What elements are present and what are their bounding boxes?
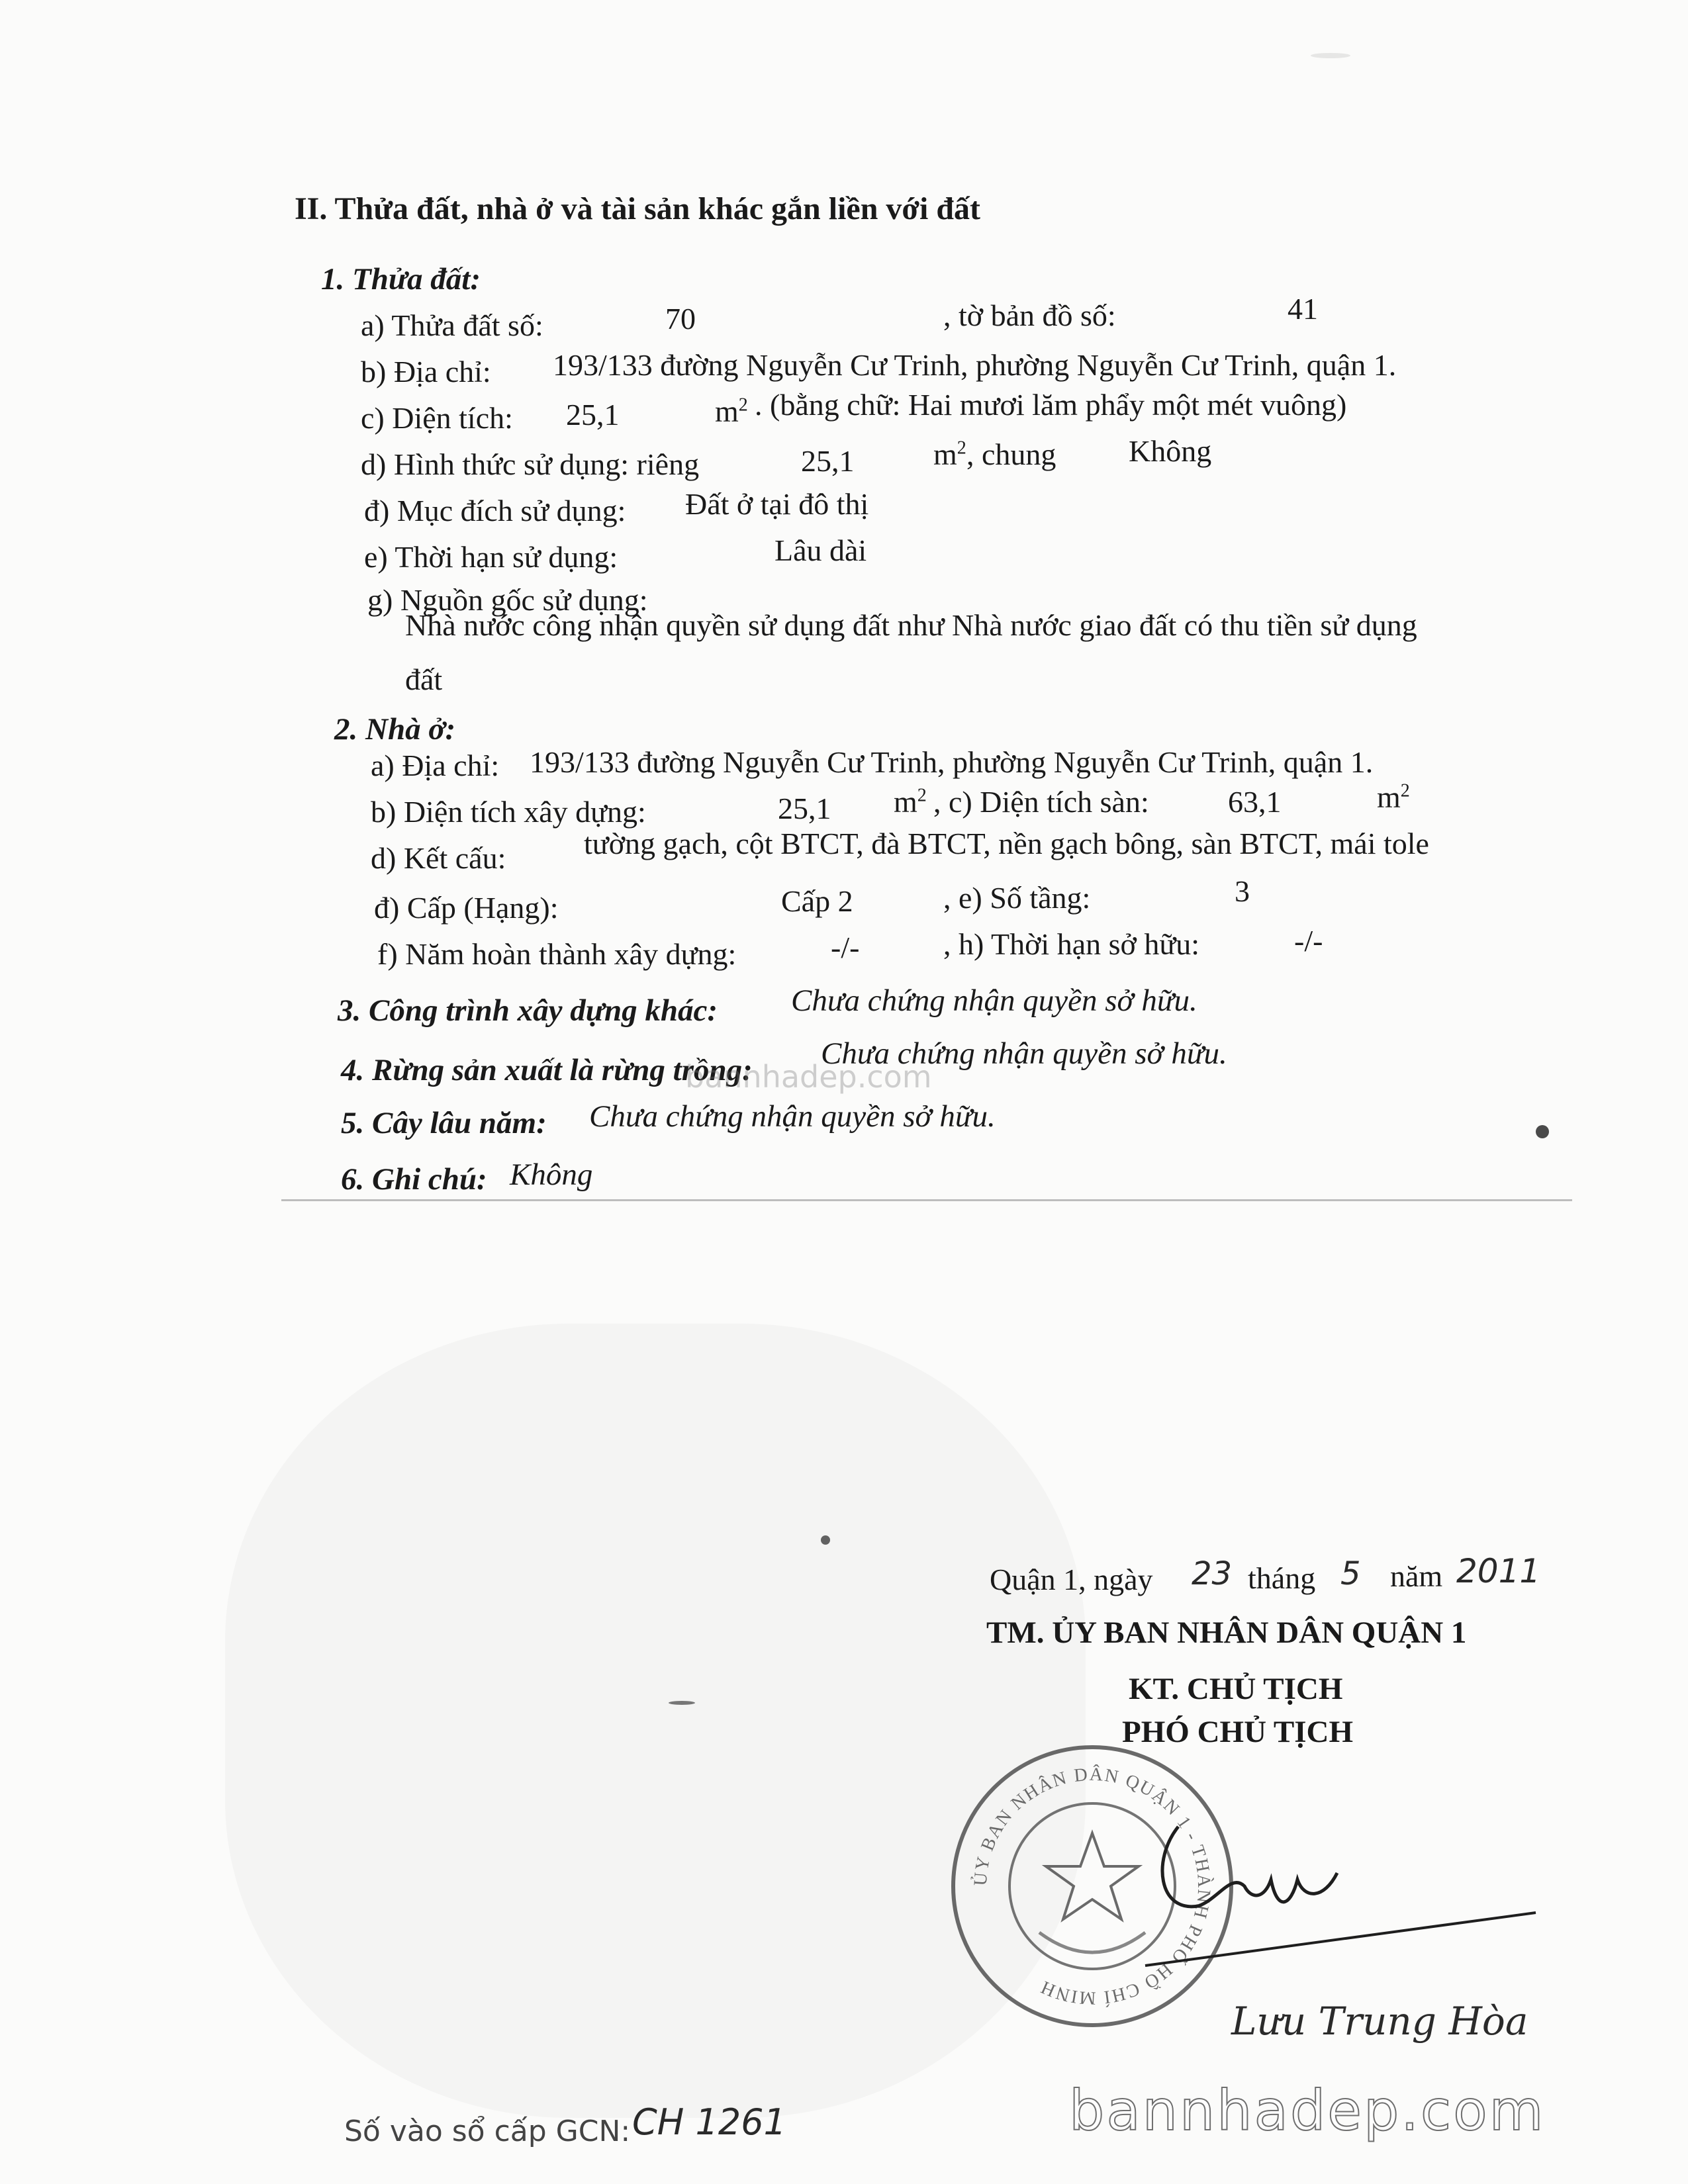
land-term: Lâu dài: [774, 533, 867, 567]
land-address: 193/133 đường Nguyễn Cư Trinh, phường Nguyễn Cư Trinh, quận 1.: [553, 348, 1397, 382]
land-map-number: 41: [1288, 292, 1318, 326]
land-private-area: 25,1: [801, 444, 855, 478]
land-d-label: d) Hình thức sử dụng: riêng: [361, 447, 700, 481]
house-d-label: d) Kết cấu:: [371, 841, 506, 875]
item5-value: Chưa chứng nhận quyền sở hữu.: [589, 1099, 996, 1134]
house-h-label: , h) Thời hạn sở hữu:: [943, 927, 1200, 961]
section-divider: [281, 1199, 1572, 1201]
role-1: KT. CHỦ TỊCH: [1129, 1672, 1343, 1706]
org-name: TM. ỦY BAN NHÂN DÂN QUẬN 1: [986, 1615, 1467, 1650]
signer-name: Lưu Trung Hòa: [1231, 1999, 1528, 2044]
land-parcel-number: 70: [665, 302, 696, 336]
sign-day: 23: [1192, 1555, 1233, 1592]
house-f-label: f) Năm hoàn thành xây dựng:: [377, 937, 737, 971]
house-grade: Cấp 2: [781, 884, 853, 918]
land-shared-label: , chung: [966, 437, 1056, 471]
land-c-label: c) Diện tích:: [361, 401, 513, 435]
land-area: 25,1: [566, 398, 620, 432]
item5-label: 5. Cây lâu năm:: [341, 1106, 547, 1140]
land-origin-line1: Nhà nước công nhận quyền sử dụng đất như Nhà nước giao đất có thu tiền sử dụng: [405, 608, 1417, 642]
item6-value: Không: [510, 1158, 593, 1192]
land-shared-value: Không: [1129, 434, 1212, 468]
sign-month: 5: [1340, 1555, 1361, 1592]
scan-speckle: [1311, 53, 1350, 58]
house-dd-label: đ) Cấp (Hạng):: [374, 891, 559, 925]
house-b-label: b) Diện tích xây dựng:: [371, 795, 646, 829]
section-title: II. Thửa đất, nhà ở và tài sản khác gắn liền với đất: [295, 191, 981, 226]
item4-value: Chưa chứng nhận quyền sở hữu.: [821, 1036, 1227, 1071]
land-area-unit: $m^2$: [715, 394, 748, 428]
land-origin-line2: đất: [405, 662, 443, 696]
land-heading: 1. Thửa đất:: [321, 262, 481, 296]
item6-label: 6. Ghi chú:: [341, 1162, 487, 1197]
place-date-prefix: Quận 1, ngày: [990, 1563, 1153, 1596]
seal-text: ỦY BAN NHÂN DÂN QUẬN 1 - THÀNH PHỐ HỒ CHÍ MINH: [970, 1764, 1215, 2009]
sign-year: 2011: [1456, 1552, 1541, 1590]
land-map-label: , tờ bản đồ số:: [943, 298, 1116, 332]
item3-value: Chưa chứng nhận quyền sở hữu.: [791, 983, 1197, 1018]
land-g-label: g) Nguồn gốc sử dụng:: [367, 583, 648, 617]
scan-speckle: [1536, 1125, 1549, 1138]
land-area-words: . (bằng chữ: Hai mươi lăm phẩy một mét vuông): [755, 388, 1347, 422]
month-label: tháng: [1248, 1561, 1316, 1595]
register-label: Số vào sổ cấp GCN:: [344, 2115, 631, 2148]
year-label: năm: [1390, 1559, 1443, 1593]
house-completion-year: -/-: [831, 931, 860, 964]
house-building-area: 25,1: [778, 792, 831, 825]
role-2: PHÓ CHỦ TỊCH: [1122, 1715, 1354, 1749]
land-dd-label: đ) Mục đích sử dụng:: [364, 494, 626, 527]
watermark-faint: bannhadep.com: [685, 1059, 932, 1095]
house-floor-unit: $m^2$: [1377, 780, 1410, 814]
land-e-label: e) Thời hạn sử dụng:: [364, 540, 618, 574]
register-number: CH 1261: [632, 2101, 786, 2143]
item3-label: 3. Công trình xây dựng khác:: [338, 993, 718, 1028]
land-b-label: b) Địa chỉ:: [361, 355, 491, 388]
house-structure: tường gạch, cột BTCT, đà BTCT, nền gạch bông, sàn BTCT, mái tole: [584, 827, 1429, 860]
signature-scribble: [1139, 1800, 1549, 1972]
house-building-unit: $m^2$: [894, 785, 927, 819]
land-private-unit: $m^2$: [933, 437, 966, 471]
house-a-label: a) Địa chỉ:: [371, 749, 500, 782]
house-floor-area: 63,1: [1228, 785, 1282, 819]
land-a-label: a) Thửa đất số:: [361, 308, 543, 342]
item4-label: 4. Rừng sản xuất là rừng trồng:: [341, 1053, 753, 1087]
watermark-logo: bannhadep.com: [1069, 2078, 1546, 2143]
house-e-label: , e) Số tầng:: [943, 881, 1091, 915]
house-c-label: , c) Diện tích sàn:: [933, 785, 1149, 819]
house-address: 193/133 đường Nguyễn Cư Trinh, phường Nguyễn Cư Trinh, quận 1.: [530, 745, 1374, 779]
house-floors: 3: [1235, 874, 1250, 908]
house-ownership-term: -/-: [1294, 924, 1323, 958]
land-purpose: Đất ở tại đô thị: [685, 487, 869, 521]
house-heading: 2. Nhà ở:: [334, 712, 456, 747]
